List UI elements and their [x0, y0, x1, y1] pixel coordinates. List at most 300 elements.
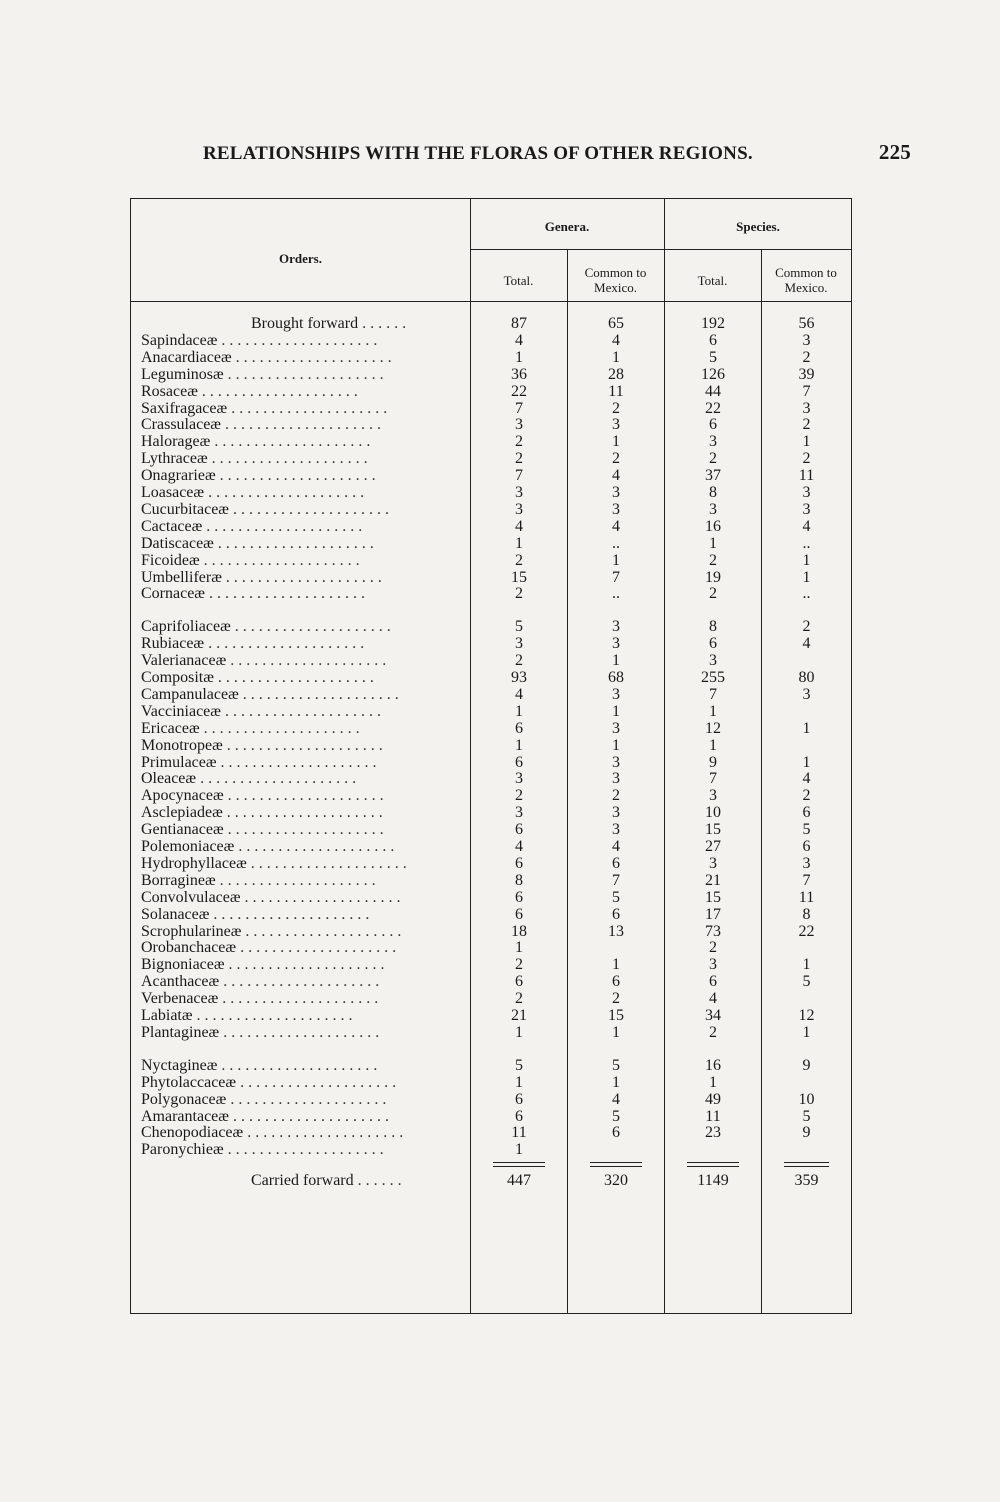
leader-dots: . . . . . . . . . . . . . . . . . . . .	[223, 787, 384, 805]
cell-value: 5	[515, 1056, 523, 1074]
cell-value: 7	[802, 871, 811, 889]
order-name	[141, 770, 469, 787]
cell-value: 7	[515, 399, 523, 417]
cell-value: 1	[515, 939, 523, 957]
table-row	[131, 467, 851, 484]
order-name	[251, 315, 471, 332]
leader-dots: . . . . . . . . . . . . . . . . . . . .	[234, 838, 395, 855]
leader-dots: . . . . . . . . . . . . . . . . . . . .	[204, 484, 365, 501]
table-row	[131, 923, 851, 940]
leader-dots: . . . . . . . . . . . . . . . . . . . .	[231, 348, 392, 366]
table-row	[131, 939, 851, 956]
order-label: Orobanchaceæ	[141, 939, 237, 957]
order-name	[141, 956, 469, 973]
leader-dots: . . . . . . . . . . . . . . . . . . . .	[243, 1124, 404, 1142]
cell-value: 10	[705, 804, 721, 822]
table-row	[131, 770, 851, 787]
order-name	[141, 467, 469, 484]
cell-value: 320	[604, 1172, 628, 1190]
order-label: Asclepiadeæ	[141, 804, 223, 822]
cell-value: 2	[709, 450, 717, 468]
leader-dots: . . . . . . . . . . . . . . . . . . . .	[220, 416, 381, 434]
cell-value: 4	[515, 517, 523, 535]
leader-dots: . . . . . . . . . . . . . . . . . . . .	[246, 854, 407, 872]
cell-value: 19	[705, 568, 721, 586]
cell-value: 3	[515, 500, 523, 518]
order-name	[141, 939, 469, 956]
cell-value: 6	[515, 973, 523, 991]
cell-value: 65	[608, 315, 624, 332]
cell-value: 12	[798, 1007, 815, 1024]
order-name	[141, 669, 469, 686]
order-name	[141, 906, 469, 923]
order-name	[141, 383, 469, 400]
page-title: RELATIONSHIPS WITH THE FLORAS OF OTHER REGIONS.	[203, 143, 753, 164]
order-label: Campanulaceæ	[141, 685, 239, 703]
table-row	[131, 618, 851, 635]
cell-value: 3	[612, 753, 620, 771]
cell-value: 8	[709, 484, 717, 501]
order-label: Brought forward	[251, 315, 359, 332]
order-label: Cucurbitaceæ	[141, 500, 229, 518]
cell-value: 3	[515, 416, 523, 434]
cell-value: 2	[515, 652, 523, 670]
cell-value: 6	[709, 331, 717, 349]
table-row	[131, 585, 851, 602]
table-row	[131, 889, 851, 906]
order-label: Primulaceæ	[141, 753, 217, 771]
order-name	[141, 535, 469, 552]
cell-value: 2	[515, 956, 523, 974]
cell-value: 1	[802, 719, 811, 737]
table-row	[131, 1108, 851, 1125]
table-row	[131, 433, 851, 450]
cell-value: 2	[515, 433, 523, 451]
cell-value: 4	[802, 770, 811, 788]
order-label: Datiscaceæ	[141, 534, 214, 552]
cell-value: 1	[709, 534, 717, 552]
cell-value: 4	[802, 635, 811, 653]
table-row	[131, 416, 851, 433]
order-label: Saxifragaceæ	[141, 399, 228, 417]
cell-value: 21	[705, 871, 721, 889]
order-name	[141, 889, 469, 906]
species-total-header: Total.	[697, 273, 728, 288]
order-label: Ficoideæ	[141, 551, 200, 569]
table-row	[131, 552, 851, 569]
table-row	[131, 518, 851, 535]
cell-value: 15	[608, 1007, 624, 1024]
cell-value: 6	[612, 1124, 620, 1142]
cell-value: 22	[705, 399, 721, 417]
cell-value: 22	[798, 922, 815, 940]
table-row	[131, 720, 851, 737]
order-label: Acanthaceæ	[141, 973, 220, 991]
cell-value: 11	[705, 1107, 721, 1125]
cell-value: 6	[612, 854, 620, 872]
table-row	[131, 635, 851, 652]
orders-table	[130, 198, 852, 1314]
summary-row	[131, 315, 851, 332]
cell-value: 3	[802, 399, 811, 417]
order-name	[141, 585, 469, 602]
table-row	[131, 754, 851, 771]
order-name	[141, 349, 469, 366]
cell-value: 2	[612, 399, 620, 417]
order-name	[141, 501, 469, 518]
order-label: Rubiaceæ	[141, 635, 205, 653]
table-row	[131, 787, 851, 804]
leader-dots: . . . . . . . . . . . . . . . . . . . .	[226, 652, 387, 670]
cell-value: 447	[507, 1172, 531, 1190]
cell-value: 2	[802, 348, 811, 366]
cell-value: 13	[608, 922, 624, 940]
cell-value: 8	[802, 905, 811, 923]
cell-value: 6	[515, 753, 523, 771]
order-label: Verbenaceæ	[141, 990, 219, 1008]
cell-value: 5	[709, 348, 717, 366]
summary-row	[131, 1172, 851, 1189]
leader-dots: . . . . . . . . . . . . . . . . . . . .	[236, 939, 397, 957]
leader-dots: . . . . . . . . . . . . . . . . . . . .	[210, 433, 371, 451]
order-label: Leguminosæ	[141, 365, 224, 383]
table-row	[131, 990, 851, 1007]
order-name	[141, 652, 469, 669]
cell-value: 3	[709, 787, 717, 805]
cell-value: 6	[709, 635, 717, 653]
cell-value: 3	[612, 500, 620, 518]
leader-dots: . . . . . . . . . . . . . . . . . . . .	[213, 534, 374, 552]
leader-dots: . . . . . . . . . . . . . . . . . . . .	[219, 1023, 380, 1041]
leader-dots: . . . . . . . . . . . . . . . . . . . .	[228, 1107, 389, 1125]
cell-value: 1	[802, 1023, 811, 1041]
cell-value: 2	[802, 450, 811, 468]
cell-value: 10	[798, 1090, 815, 1108]
cell-value: 126	[701, 365, 725, 383]
leader-dots: . . . . . . . . . . . . . . . . . . . .	[209, 905, 370, 923]
cell-value: 1	[612, 702, 620, 720]
cell-value: 2	[612, 450, 620, 468]
cell-value: 1	[612, 956, 620, 974]
cell-value: 23	[705, 1124, 721, 1142]
cell-value: 6	[515, 719, 523, 737]
genera-total-header: Total.	[503, 273, 534, 288]
cell-value: 9	[802, 1056, 811, 1074]
total-rule	[590, 1162, 642, 1167]
cell-value: 3	[709, 956, 717, 974]
cell-value: 16	[705, 517, 721, 535]
order-label: Gentianaceæ	[141, 821, 224, 839]
order-label: Paronychieæ	[141, 1141, 224, 1159]
order-name	[141, 838, 469, 855]
order-name	[141, 450, 469, 467]
order-label: Onagrarieæ	[141, 467, 216, 485]
cell-value: 3	[802, 685, 811, 703]
cell-value: 6	[515, 821, 523, 839]
cell-value: 2	[612, 990, 620, 1008]
order-label: Bignoniaceæ	[141, 956, 225, 974]
order-name	[141, 720, 469, 737]
leader-dots: . . . . . . . . . . . . . . . . . . . .	[223, 1141, 384, 1159]
cell-value: 15	[705, 821, 721, 839]
leader-dots: . . . . . . . . . . . . . . . . . . . .	[215, 467, 376, 485]
order-name	[141, 332, 469, 349]
leader-dots: . . . . . . . . . . . . . . . . . . . .	[223, 365, 384, 383]
leader-dots: . . . . . . . . . . . . . . . . . . . .	[226, 1090, 387, 1108]
order-name	[141, 923, 469, 940]
order-name	[141, 821, 469, 838]
cell-value: 6	[612, 905, 620, 923]
leader-dots: . . . . . .	[353, 1172, 402, 1190]
cell-value: 5	[612, 1056, 620, 1074]
table-row	[131, 652, 851, 669]
table-row	[131, 906, 851, 923]
cell-value: 11	[511, 1124, 527, 1142]
table-row	[131, 737, 851, 754]
cell-value: 36	[511, 365, 527, 383]
cell-value: 49	[705, 1090, 721, 1108]
cell-value: 2	[515, 551, 523, 569]
order-name	[141, 1057, 469, 1074]
leader-dots: . . . . . . . . . . . . . . . . . . . .	[219, 973, 380, 991]
species-common-header: Common to Mexico.	[775, 265, 837, 295]
order-name	[141, 1108, 469, 1125]
order-label: Plantagineæ	[141, 1023, 220, 1041]
cell-value: 2	[802, 618, 811, 636]
order-label: Convolvulaceæ	[141, 888, 241, 906]
cell-value: 4	[612, 1090, 620, 1108]
table-row	[131, 332, 851, 349]
cell-value: 4	[612, 467, 620, 485]
leader-dots: . . . . . . . . . . . . . . . . . . . .	[217, 331, 378, 349]
leader-dots: . . . . . . . . . . . . . . . . . . . .	[221, 568, 382, 586]
table-row	[131, 703, 851, 720]
cell-value: 2	[709, 939, 717, 957]
cell-value: 4	[612, 331, 620, 349]
total-rule	[493, 1162, 545, 1167]
order-label: Scrophularineæ	[141, 922, 242, 940]
cell-value: 6	[515, 1107, 523, 1125]
leader-dots: . . . . . . . . . . . . . . . . . . . .	[199, 551, 360, 569]
cell-value: 11	[608, 382, 624, 400]
leader-dots: . . . . . . . . . . . . . . . . . . . .	[228, 500, 389, 518]
cell-value: 3	[709, 500, 717, 518]
table-row	[131, 804, 851, 821]
cell-value: 6	[802, 838, 811, 855]
order-name	[141, 872, 469, 889]
cell-value: 3	[802, 854, 811, 872]
leader-dots: . . . . . . . . . . . . . . . . . . . .	[240, 888, 401, 906]
cell-value: 18	[511, 922, 527, 940]
table-row	[131, 838, 851, 855]
orders-header: Orders.	[279, 251, 322, 266]
cell-value: 1	[612, 652, 620, 670]
table-row	[131, 1007, 851, 1024]
cell-value: 4	[612, 838, 620, 855]
total-rule	[784, 1162, 829, 1167]
cell-value: 1	[612, 551, 620, 569]
cell-value: 7	[515, 467, 523, 485]
cell-value: 3	[515, 770, 523, 788]
total-rule	[687, 1162, 739, 1167]
order-name	[141, 804, 469, 821]
cell-value: 1	[709, 736, 717, 754]
cell-value: ..	[612, 534, 620, 552]
cell-value: 56	[798, 315, 815, 332]
cell-value: 4	[709, 990, 717, 1008]
cell-value: 1	[515, 1141, 523, 1159]
cell-value: 2	[802, 416, 811, 434]
cell-value: 6	[515, 854, 523, 872]
order-name	[141, 1007, 469, 1024]
leader-dots: . . . . . . . . . . . . . . . . . . . .	[216, 753, 377, 771]
order-label: Amarantaceæ	[141, 1107, 229, 1125]
table-row	[131, 872, 851, 889]
cell-value: 34	[705, 1007, 721, 1024]
cell-value: 2	[515, 585, 523, 603]
order-label: Polygonaceæ	[141, 1090, 227, 1108]
order-label: Crassulaceæ	[141, 416, 221, 434]
cell-value: 2	[709, 1023, 717, 1041]
order-label: Anacardiaceæ	[141, 348, 232, 366]
order-name	[141, 787, 469, 804]
order-name	[251, 1172, 471, 1189]
cell-value: 5	[612, 888, 620, 906]
cell-value: 6	[515, 905, 523, 923]
cell-value: ..	[802, 534, 811, 552]
order-name	[141, 754, 469, 771]
table-row	[131, 1091, 851, 1108]
cell-value: 1	[802, 753, 811, 771]
cell-value: ..	[802, 585, 811, 603]
order-label: Rosaceæ	[141, 382, 198, 400]
table-row	[131, 956, 851, 973]
cell-value: 4	[612, 517, 620, 535]
cell-value: 3	[612, 770, 620, 788]
order-name	[141, 518, 469, 535]
cell-value: 1	[612, 736, 620, 754]
cell-value: 1	[515, 1023, 523, 1041]
cell-value: 1	[802, 568, 811, 586]
leader-dots: . . . . . . . . . . . . . . . . . . . .	[204, 635, 365, 653]
order-label: Vacciniaceæ	[141, 702, 221, 720]
genera-common-header: Common to Mexico.	[584, 265, 647, 295]
cell-value: 255	[701, 669, 725, 686]
cell-value: 2	[515, 450, 523, 468]
order-name	[141, 618, 469, 635]
cell-value: 3	[612, 416, 620, 434]
table-row	[131, 484, 851, 501]
order-label: Polemoniaceæ	[141, 838, 235, 855]
table-row	[131, 973, 851, 990]
cell-value: 7	[709, 685, 717, 703]
table-row	[131, 450, 851, 467]
cell-value: 68	[608, 669, 624, 686]
cell-value: 4	[515, 685, 523, 703]
cell-value: 1	[612, 1023, 620, 1041]
order-label: Chenopodiaceæ	[141, 1124, 244, 1142]
order-name	[141, 569, 469, 586]
order-label: Compositæ	[141, 669, 214, 686]
cell-value: 3	[802, 500, 811, 518]
leader-dots: . . . . . . . . . . . . . . . . . . . .	[217, 1056, 378, 1074]
order-label: Caprifoliaceæ	[141, 618, 231, 636]
cell-value: 6	[709, 416, 717, 434]
cell-value: 7	[612, 568, 620, 586]
cell-value: ..	[612, 585, 620, 603]
cell-value: 11	[798, 888, 815, 906]
cell-value: 2	[709, 551, 717, 569]
order-name	[141, 635, 469, 652]
cell-value: 1	[709, 702, 717, 720]
leader-dots: . . . . . . . . . . . . . . . . . . . .	[227, 399, 388, 417]
table-row	[131, 821, 851, 838]
leader-dots: . . . . . . . . . . . . . . . . . . . .	[215, 871, 376, 889]
order-name	[141, 1024, 469, 1041]
order-name	[141, 1124, 469, 1141]
table-row	[131, 1024, 851, 1041]
order-label: Labiatæ	[141, 1007, 193, 1024]
cell-value: 3	[709, 854, 717, 872]
order-label: Monotropeæ	[141, 736, 223, 754]
cell-value: 3	[515, 484, 523, 501]
cell-value: 44	[705, 382, 721, 400]
order-label: Oleaceæ	[141, 770, 197, 788]
order-name	[141, 703, 469, 720]
table-row	[131, 400, 851, 417]
leader-dots: . . . . . . . . . . . . . . . . . . . .	[213, 669, 374, 686]
cell-value: 1	[612, 348, 620, 366]
leader-dots: . . . . . . . . . . . . . . . . . . . .	[238, 685, 399, 703]
leader-dots: . . . . . . . . . . . . . . . . . . . .	[241, 922, 402, 940]
order-label: Cornaceæ	[141, 585, 205, 603]
cell-value: 359	[794, 1172, 819, 1190]
cell-value: 3	[612, 804, 620, 822]
leader-dots: . . . . . . . . . . . . . . . . . . . .	[199, 719, 360, 737]
order-label: Solanaceæ	[141, 905, 210, 923]
order-label: Apocynaceæ	[141, 787, 224, 805]
table-row	[131, 1124, 851, 1141]
cell-value: 1	[515, 348, 523, 366]
order-name	[141, 366, 469, 383]
order-name	[141, 552, 469, 569]
table-row	[131, 501, 851, 518]
order-name	[141, 737, 469, 754]
cell-value: 93	[511, 669, 527, 686]
leader-dots: . . . . . . . . . . . . . . . . . . . .	[230, 618, 391, 636]
cell-value: 3	[612, 635, 620, 653]
cell-value: 9	[802, 1124, 811, 1142]
order-name	[141, 973, 469, 990]
cell-value: 8	[515, 871, 523, 889]
leader-dots: . . . . . . . . . . . . . . . . . . . .	[196, 770, 357, 788]
cell-value: 21	[511, 1007, 527, 1024]
cell-value: 1	[515, 736, 523, 754]
cell-value: 192	[701, 315, 725, 332]
page-header	[203, 140, 911, 165]
cell-value: 1	[802, 956, 811, 974]
order-name	[141, 1091, 469, 1108]
cell-value: 3	[515, 635, 523, 653]
leader-dots: . . . . . . . . . . . . . . . . . . . .	[218, 990, 379, 1008]
cell-value: 1	[515, 1073, 523, 1091]
leader-dots: . . . . . .	[358, 315, 407, 332]
cell-value: 1149	[697, 1172, 729, 1190]
cell-value: 6	[515, 1090, 523, 1108]
leader-dots: . . . . . . . . . . . . . . . . . . . .	[202, 517, 363, 535]
table-row	[131, 855, 851, 872]
cell-value: 3	[802, 331, 811, 349]
